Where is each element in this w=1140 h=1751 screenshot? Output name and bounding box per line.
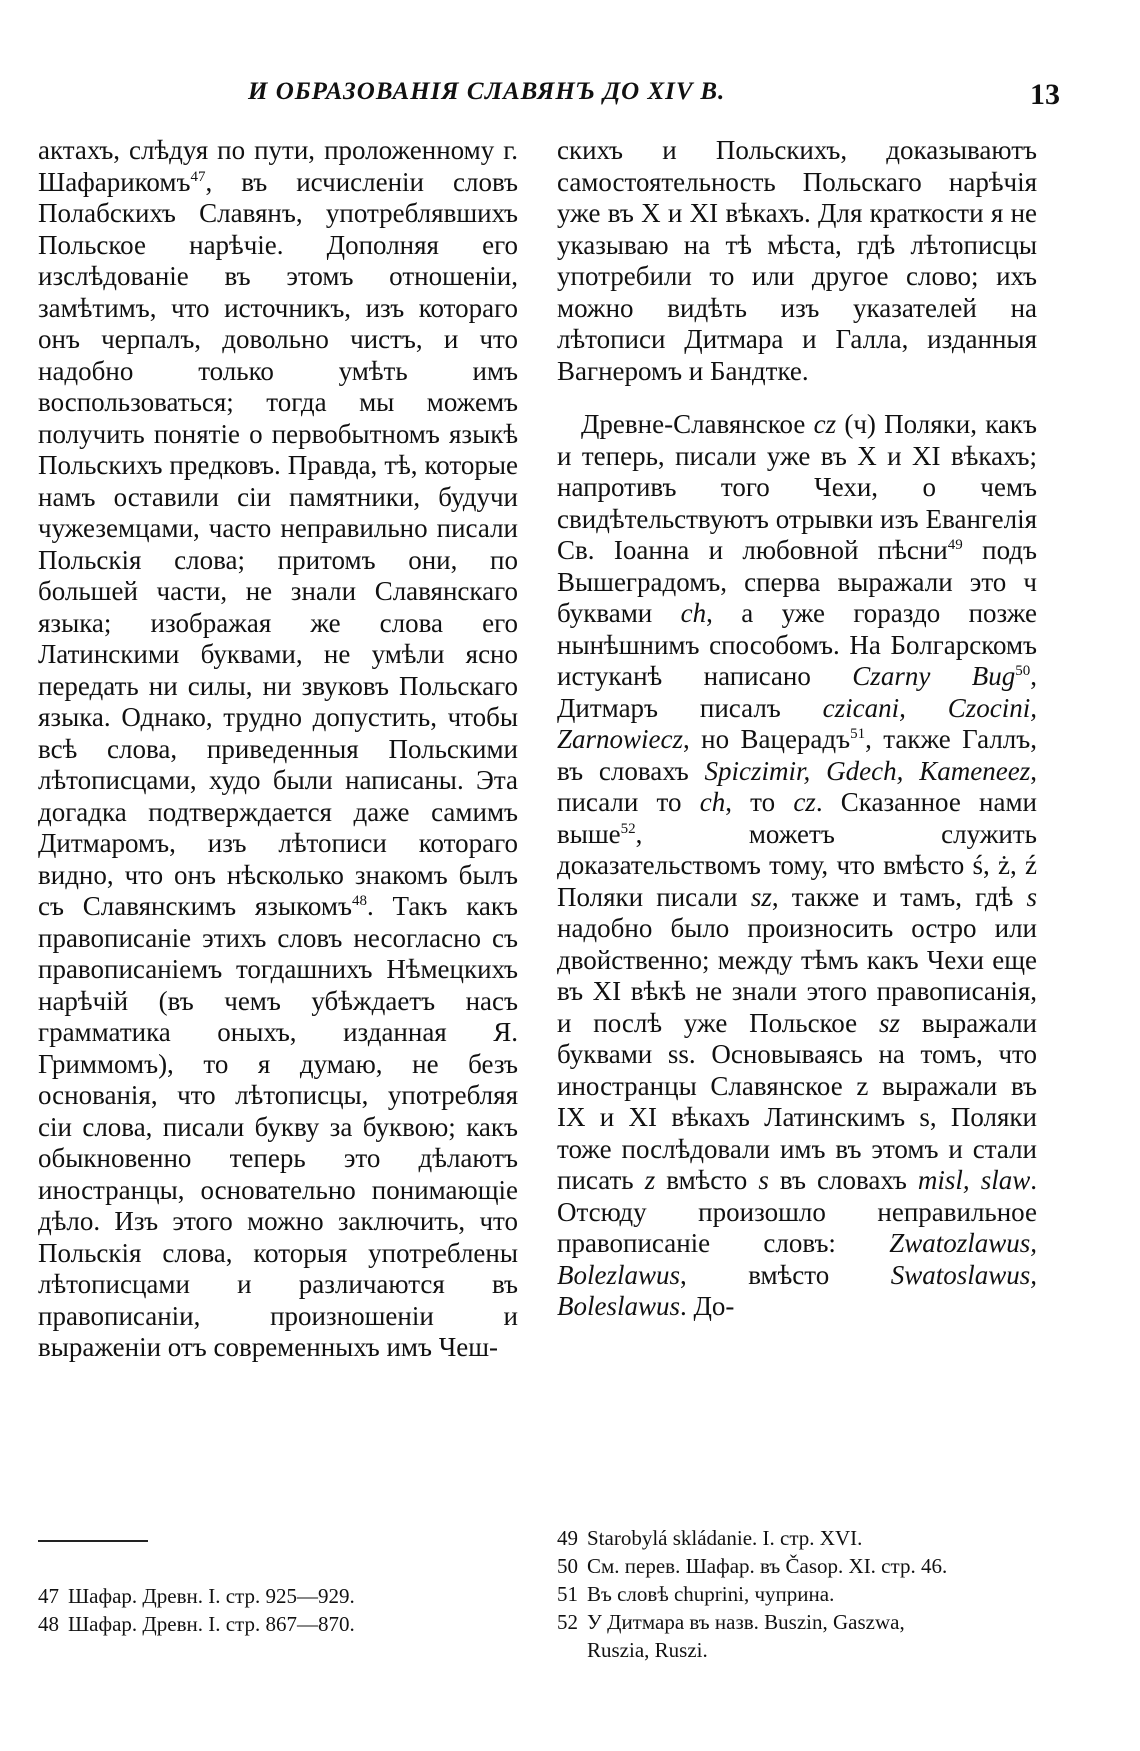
footnote-ref: 50 <box>1015 663 1031 679</box>
text-run: подъ Вышеградомъ, сперва выражали это ч буквами <box>557 535 1037 628</box>
text-run: (ч) Поляки, какъ и теперь, писали уже въ X и XI вѣкахъ; напротивъ того Чехи, о чемъ свидѣтельствуютъ отрывки изъ Евангелія Св. Іоанна и любовной пѣсни <box>557 409 1037 565</box>
italic-word: Zwatozlawus, Bolezlawus <box>557 1228 1037 1290</box>
italic-word: cz <box>813 409 837 439</box>
footnote-text: Шафар. Древн. I. стр. 867—870. <box>68 1612 355 1636</box>
footnote-ref: 47 <box>190 168 206 185</box>
text-run: . Такъ какъ правописаніе этихъ словъ несогласно съ правописаніемъ тогдашнихъ Нѣмецкихъ нарѣчій (въ чемъ убѣждаетъ насъ грамматика оныхъ, изданная Я. Гриммомъ), то я думаю, не безъ основанія, что лѣтописцы, употребляя сіи слова, писали букву за буквою; какъ обыкновенно теперь это дѣлаютъ иностранцы, основательно понимающіе дѣло. Изъ этого можно заключить, что Польскія слова, которыя употреблены лѣтописцами и различаются въ правописаніи, произношеніи и выраженіи отъ современныхъ имъ Чеш- <box>38 891 518 1362</box>
text-run: . Сказанное нами выше <box>557 787 1037 849</box>
page-number: 13 <box>1030 78 1060 111</box>
running-header <box>0 78 1140 118</box>
footnote-number: 48 <box>38 1612 59 1636</box>
text-run: , также Галлъ, въ словахъ <box>557 724 1037 786</box>
footnote-text: См. перев. Шафар. въ Časop. XI. стр. 46. <box>587 1554 948 1578</box>
italic-word: sz <box>750 881 772 912</box>
text-run: актахъ, слѣдуя по пути, проложенному г. Шафарикомъ <box>38 135 518 197</box>
footnote-number: 49 <box>557 1526 578 1550</box>
italic-word: s <box>758 1165 769 1195</box>
italic-word: s <box>1026 881 1038 912</box>
footnote-text: У Дитмара въ назв. Buszin, Gaszwa, <box>587 1610 905 1634</box>
text-run: , а уже гораздо позже нынѣшнимъ способомъ. На Болгарскомъ истуканѣ написано <box>557 598 1037 691</box>
text-run: , въ исчисленіи словъ Полабскихъ Славянъ, употреблявшихъ Польское нарѣчіе. Дополняя его изслѣдованіе въ этомъ отношеніи, замѣтимъ, что источникъ, изъ котораго онъ черпалъ, довольно чистъ, и что надобно только умѣть имъ воспользоваться; тогда мы можемъ получить понятіе о первобытномъ языкѣ Польскихъ предковъ. Правда, тѣ, которые намъ оставили сіи памятники, будучи чужеземцами, часто неправильно писали Польскія слова; притомъ они, по большей части, не знали Славянскаго языка; изображая же слова его Латинскими буквами, не умѣли ясно передать ни силы, ни звуковъ Польскаго языка. Однако, трудно допустить, чтобы всѣ слова, приведенныя Польскими лѣтописцами, худо были написаны. Эта догадка подтверждается даже самимъ Дитмаромъ, изъ лѣтописи котораго видно, что онъ нѣсколько знакомъ былъ съ Славянскимъ языкомъ <box>38 166 518 921</box>
footnote <box>557 1608 947 1664</box>
footnote <box>38 1610 355 1638</box>
italic-word: Czarny Bug <box>852 661 1016 691</box>
footnote-ref: 49 <box>947 537 963 553</box>
text-run: . Отсюду произошло неправильное правописаніе словъ: <box>557 1165 1037 1258</box>
text-run: , можетъ служить доказательствомъ тому, что вмѣсто ś, ż, ź Поляки писали <box>557 818 1037 912</box>
footnote-number: 52 <box>557 1610 578 1634</box>
text-run: . До- <box>680 1291 735 1321</box>
italic-word: Spiczimir, Gdech, Kameneez <box>704 755 1031 786</box>
left-paragraph <box>38 135 518 1364</box>
text-run: вмѣсто <box>655 1165 759 1195</box>
footnote <box>557 1580 947 1608</box>
footnote <box>557 1524 947 1552</box>
italic-word: czicani, Czocini, Zarnowiecz <box>557 692 1037 754</box>
italic-word: misl, slaw <box>917 1165 1031 1195</box>
footnote-text: Starobylá skládanie. I. стр. XVI. <box>587 1526 863 1550</box>
italic-word: ch <box>680 598 707 628</box>
text-run: Древне-Славянское <box>581 409 814 439</box>
text-run: надобно было произносить остро или двойственно; между тѣмъ какъ Чехи еще въ XI вѣкѣ не знали этого правописанія, и послѣ уже Польское <box>557 913 1037 1038</box>
footnote <box>38 1582 355 1610</box>
text-run: , писали то <box>557 755 1037 817</box>
footnote-continuation: Ruszia, Ruszi. <box>587 1638 708 1662</box>
footnote-text: Шафар. Древн. I. стр. 925—929. <box>68 1584 355 1608</box>
text-run: въ словахъ <box>768 1165 918 1195</box>
footnote-rule <box>38 1540 148 1542</box>
footnote-ref: 51 <box>850 726 866 742</box>
text-run: , Дитмаръ писалъ <box>557 661 1037 723</box>
footnote <box>557 1552 947 1580</box>
right-paragraph-2 <box>557 409 1037 1323</box>
italic-word: sz <box>878 1007 900 1038</box>
text-run: , вмѣсто <box>680 1259 891 1290</box>
footnotes-right <box>557 1524 947 1664</box>
italic-word: Swatoslawus, Boleslawus <box>557 1259 1037 1321</box>
footnote-text: Въ словѣ chuprini, чуприна. <box>587 1582 835 1606</box>
footnote-ref: 48 <box>351 893 367 909</box>
italic-word: z <box>644 1165 656 1195</box>
right-paragraph-1: скихъ и Польскихъ, доказываютъ самостоятельность Польскаго нарѣчія уже въ X и XI вѣкахъ. Для краткости я не указываю на тѣ мѣста, гдѣ лѣтописцы употребили то или другое слово; ихъ можно видѣть изъ указателей на лѣтописи Дитмара и Галла, изданныя Вагнеромъ и Бандтке. <box>557 135 1037 386</box>
running-title: И ОБРАЗОВАНІЯ СЛАВЯНЪ ДО XIV В. <box>248 78 726 105</box>
footnote-number: 47 <box>38 1584 59 1608</box>
footnote-number: 51 <box>557 1582 578 1606</box>
footnotes-left <box>38 1582 355 1638</box>
text-run: , также и тамъ, гдѣ <box>771 881 1027 912</box>
text-run: выражали буквами ss. Основываясь на томъ, что иностранцы Славянское z выражали въ IX и XI вѣкахъ Латинскимъ s, Поляки тоже послѣдовали имъ въ этомъ и стали писать <box>557 1007 1037 1195</box>
text-run: , то <box>725 787 794 817</box>
footnote-ref: 52 <box>620 820 636 837</box>
text-run: , но Вацерадъ <box>683 724 851 754</box>
italic-word: ch <box>699 787 726 817</box>
footnote-number: 50 <box>557 1554 578 1578</box>
left-column <box>38 135 518 1364</box>
right-column <box>557 135 1037 1323</box>
italic-word: cz <box>793 787 816 817</box>
